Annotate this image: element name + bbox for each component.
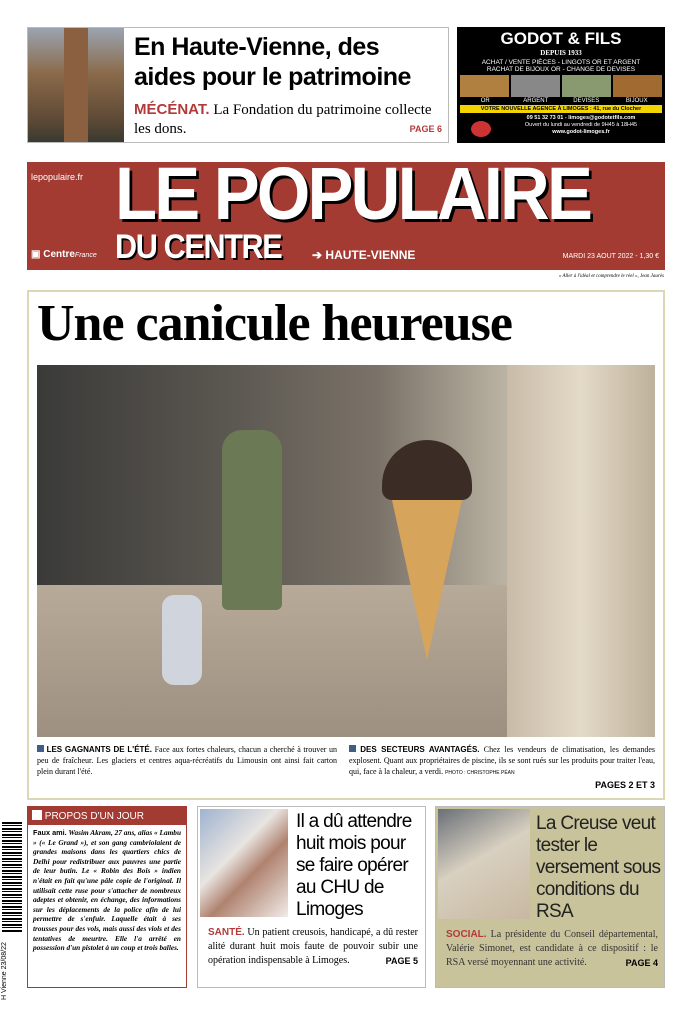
ad-category: BIJOUX	[625, 98, 648, 104]
story-sante[interactable]	[197, 806, 426, 988]
story-social[interactable]	[435, 806, 665, 988]
barcode	[2, 822, 22, 932]
edition-label: ➔ HAUTE-VIENNE	[312, 248, 416, 262]
social-text: La présidente du Conseil départemental, Valérie Simonet, est candidate à ce dispositif : le RSA versé moyennant une activité.	[446, 929, 659, 968]
ad-category: DEVISES	[573, 98, 600, 104]
masthead	[27, 152, 665, 270]
ad-line1: ACHAT / VENTE PIÈCES - LINGOTS OR ET ARGENT	[481, 59, 641, 66]
teaser-text: La Fondation du patrimoine collecte les dons.	[134, 102, 432, 137]
main-headline: Une canicule heureuse	[37, 295, 512, 352]
site-link[interactable]: lepopulaire.fr	[31, 172, 84, 182]
main-photo	[37, 365, 655, 737]
caption-2-kicker: DES SECTEURS AVANTAGÉS.	[360, 745, 480, 754]
photo-credit: PHOTO : CHRISTOPHE PÉAN	[445, 770, 515, 776]
main-story[interactable]	[27, 290, 665, 800]
ad-agency: VOTRE NOUVELLE AGENCE À LIMOGES : 41, rue du Clocher	[460, 105, 662, 113]
teaser-patrimoine[interactable]	[27, 27, 449, 143]
main-pages: PAGES 2 ET 3	[595, 780, 655, 790]
ad-category: ARGENT	[523, 98, 549, 104]
ad-hours: Ouvert du lundi au vendredi de 9H45 à 18H45	[524, 122, 638, 128]
propos-box[interactable]	[27, 806, 187, 988]
teaser-kicker: MÉCÉNAT.	[134, 101, 210, 118]
arrow-right-icon: ➔	[312, 248, 323, 262]
propos-text: Wasim Akram, 27 ans, alias « Lambu » (« Le Grand »), et son gang cambriolaient de grandes maisons dans les quartiers chics de Delhi pour redistribuer aux pauvres une partie de leur butin. Le « Robin des Bois » indien n'était en fait qu'une pâle copie de l'original. Il utilisait cette ruse pour s'attacher de nombreux adeptes et obtenir, en échange, des informations sur les déplacements de la police afin de lui permettre de s'enfuir. Laquelle était à ses trousses pour des vols, mais aussi des viols et des tentatives de meurtre. Elle l'a arrêté en possession d'un pistolet à un coup et trois balles.	[33, 828, 181, 953]
sante-headline: Il a dû attendre huit mois pour se faire opérer au CHU de Limoges	[296, 811, 412, 920]
caption-1-text: Face aux fortes chaleurs, chacun a cherché à trouver un peu de fraîcheur. Les glaciers et centres aqua-récréatifs du Limousin ont ainsi fait carton plein durant l'été.	[37, 745, 338, 776]
masthead-title: LE POPULAIRE	[115, 152, 591, 235]
tagline: « Aller à l'idéal et comprendre le réel », Jean Jaurès	[558, 274, 664, 279]
ad-godot[interactable]	[457, 27, 665, 143]
sante-page: PAGE 5	[385, 956, 418, 966]
church-photo	[28, 28, 124, 142]
teaser-page: PAGE 6	[409, 124, 442, 134]
ad-line2: RACHAT DE BIJOUX OR - CHANGE DE DEVISES	[486, 66, 636, 73]
sante-text: Un patient creusois, handicapé, a dû rester alité durant huit mois faute de pouvoir subir une opération indispensable à Limoges.	[208, 927, 419, 966]
ad-brand: GODOT & FILS	[500, 29, 622, 48]
caption-2-text: Chez les vendeurs de climatisation, les demandes explosent. Quant aux propriétaires de piscine, ils se sont rués sur les produits pour traiter l'eau, qui, face à la chaleur, a verdi.	[349, 745, 656, 776]
ad-badge-icon	[471, 121, 491, 137]
ad-category: OR	[480, 98, 490, 104]
ad-web[interactable]: www.godot-limoges.fr	[552, 129, 610, 135]
social-headline: La Creuse veut tester le versement sous conditions du RSA	[536, 813, 661, 922]
propos-lead: Faux ami.	[33, 828, 67, 837]
square-icon	[37, 745, 44, 752]
document-photo	[438, 809, 530, 919]
ad-contact: 09 51 32 73 01 - limoges@godotetfils.com	[526, 115, 636, 121]
sante-kicker: SANTÉ.	[208, 927, 245, 938]
propos-title: PROPOS D'UN JOUR	[44, 811, 144, 822]
centre-france-logo: ▣ CentreFrance	[31, 249, 97, 260]
ad-since: DEPUIS 1933	[540, 49, 582, 57]
masthead-subtitle: DU CENTRE	[115, 228, 282, 266]
date-price: MARDI 23 AOUT 2022 - 1,30 €	[562, 253, 659, 260]
patient-photo	[200, 809, 288, 917]
social-page: PAGE 4	[625, 958, 658, 968]
barcode-edition: H Vienne	[1, 971, 8, 1000]
square-icon	[32, 810, 42, 820]
caption-1-kicker: LES GAGNANTS DE L'ÉTÉ.	[46, 745, 152, 754]
propos-header	[28, 807, 186, 825]
social-kicker: SOCIAL.	[446, 929, 487, 940]
teaser-headline: En Haute-Vienne, des aides pour le patrimoine	[134, 33, 411, 91]
barcode-date: 23/08/22	[1, 942, 8, 970]
square-icon	[349, 745, 356, 752]
